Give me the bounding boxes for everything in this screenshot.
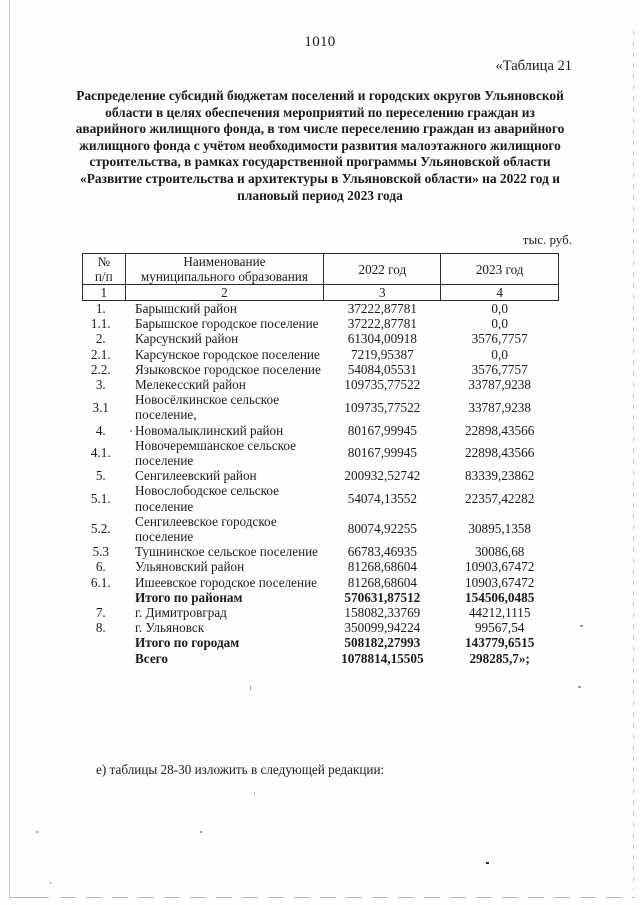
row-value-2023: 10903,67472 xyxy=(465,574,535,590)
row-value-2022: 200932,52742 xyxy=(344,468,421,484)
header-cell-number xyxy=(83,254,126,285)
page-title: Распределение субсидий бюджетам поселений и городских округов Ульяновской области в целях обеспечения мероприятий по переселению граждан из аварийного жилищного фонда, в том числе переселению граждан из аварийного жилищного фонда с учётом необходимости развития малоэтажного жилищного строительства, в рамках государственной программы Ульяновской области «Развитие строительства и архитектуры в Ульяновской области» на 2022 год и плановый период 2023 года xyxy=(75,88,565,203)
row-value-2022: 80167,99945 xyxy=(347,445,417,461)
row-number-cell xyxy=(83,651,126,666)
row-name-cell: Сенгилеевский район xyxy=(135,468,257,484)
row-value-2022: 109735,77522 xyxy=(344,399,421,415)
table-row xyxy=(83,544,559,559)
table-row xyxy=(83,362,559,377)
row-number-cell: 2.1. xyxy=(90,346,111,362)
row-name-line: поселение xyxy=(135,453,194,469)
row-name-cell xyxy=(125,392,324,422)
row-value-2022: 81268,68604 xyxy=(347,574,417,590)
footer-note: е) таблицы 28-30 изложить в следующей редакции: xyxy=(96,762,385,777)
row-name-line: Новосёлкинское сельское xyxy=(135,392,280,408)
header-number-line1: № xyxy=(97,254,111,269)
row-name-cell: Тушнинское сельское поселение xyxy=(135,544,319,560)
row-name-cell: г. Димитровград xyxy=(135,605,227,621)
row-name-line: Сенгилеевское городское xyxy=(135,513,277,529)
header-name-line1: Наименование xyxy=(183,254,266,269)
row-name-cell: Барышское городское поселение xyxy=(135,316,319,332)
row-number-cell: 5.2. xyxy=(90,521,111,537)
row-value-2022: 66783,46935 xyxy=(347,544,417,560)
row-number-cell: 2. xyxy=(95,331,106,347)
row-number-cell: 8. xyxy=(95,620,106,636)
row-number-cell: 6. xyxy=(95,559,106,575)
scan-speck xyxy=(580,625,583,627)
scan-speck xyxy=(578,686,581,688)
row-value-2022: 80074,92255 xyxy=(347,521,417,537)
table-row xyxy=(83,514,559,544)
row-value-2023: 33787,9238 xyxy=(468,399,531,415)
table-row xyxy=(83,438,559,468)
scan-speck xyxy=(200,831,202,833)
row-value-2023: 33787,9238 xyxy=(468,377,531,393)
row-number-cell: 1.1. xyxy=(90,316,111,332)
table-row xyxy=(83,590,559,605)
row-value-2023: 30086,68 xyxy=(474,544,525,560)
row-number-cell xyxy=(83,590,126,605)
table-row xyxy=(83,651,559,666)
table-row xyxy=(83,423,559,438)
units-label: тыс. руб. xyxy=(522,232,572,247)
row-name-line: Новослободское сельское xyxy=(135,483,280,499)
table-row xyxy=(83,347,559,362)
table-row xyxy=(83,392,559,422)
row-name-cell xyxy=(125,514,324,544)
row-value-2023: 99567,54 xyxy=(474,620,525,636)
row-name-cell xyxy=(125,483,324,513)
row-value-2023: 298285,7»; xyxy=(469,650,530,666)
row-number-cell xyxy=(83,635,126,650)
row-name-cell: Карсунский район xyxy=(135,331,239,347)
row-number-cell: 5.1. xyxy=(90,491,111,507)
row-value-2023: 22898,43566 xyxy=(465,445,535,461)
row-value-2023: 83339,23862 xyxy=(465,468,535,484)
row-value-2022: 350099,94224 xyxy=(344,620,421,636)
scan-speck xyxy=(36,831,38,833)
table-row xyxy=(83,468,559,483)
row-value-2022: 37222,87781 xyxy=(347,316,417,332)
row-value-2022: 80167,99945 xyxy=(347,422,417,438)
row-value-2023: 0,0 xyxy=(491,316,508,332)
row-number-cell: 5. xyxy=(95,468,106,484)
row-value-2022: 54084,05531 xyxy=(347,361,417,377)
row-value-2023: 10903,67472 xyxy=(465,559,535,575)
row-value-2022: 1078814,15505 xyxy=(341,650,424,666)
row-name-cell: Итого по районам xyxy=(135,589,243,605)
table-row xyxy=(83,483,559,513)
table-row xyxy=(83,316,559,331)
table-row xyxy=(83,301,559,317)
scan-edge-right-artifact xyxy=(633,30,634,890)
row-name-line: поселение xyxy=(135,529,194,545)
row-value-2022: 37222,87781 xyxy=(347,301,417,316)
header-cell-year-2022: 2022 год xyxy=(324,254,441,285)
header-cell-name xyxy=(125,254,324,285)
column-number-1: 1 xyxy=(83,285,126,301)
row-name-cell: Новомалыклинский район xyxy=(135,422,284,438)
row-value-2023: 30895,1358 xyxy=(468,521,531,537)
row-number-cell: 7. xyxy=(95,605,106,621)
row-value-2022: 508182,27993 xyxy=(344,635,421,651)
row-value-2023: 44212,1115 xyxy=(468,605,531,621)
scan-speck xyxy=(250,686,251,690)
row-number-cell: 5.3 xyxy=(92,544,109,560)
row-number-cell: 3.1 xyxy=(92,399,109,415)
row-name-cell: Ульяновский район xyxy=(135,559,245,575)
table-row xyxy=(83,331,559,346)
scan-edge-bottom-artifact xyxy=(9,897,49,898)
scan-edge-bottom-dash-artifact xyxy=(60,897,635,898)
row-name-line: Новочеремшанское сельское xyxy=(135,437,297,453)
row-name-cell: Ишеевское городское поселение xyxy=(135,574,317,590)
row-value-2023: 0,0 xyxy=(491,301,508,316)
table-body xyxy=(83,301,559,666)
table-row xyxy=(83,620,559,635)
row-number-cell: 6.1. xyxy=(90,574,111,590)
table-row xyxy=(83,559,559,574)
scan-speck xyxy=(486,862,489,864)
row-name-cell: Мелекесский район xyxy=(135,377,246,393)
table-row xyxy=(83,605,559,620)
column-number-2: 2 xyxy=(125,285,324,301)
row-name-cell: Карсунское городское поселение xyxy=(135,346,320,362)
row-value-2022: 7219,95387 xyxy=(351,346,414,362)
row-value-2023: 3576,7757 xyxy=(471,331,528,347)
row-name-cell: Итого по городам xyxy=(135,635,240,651)
row-name-cell: Языковское городское поселение xyxy=(135,361,321,377)
row-value-2022: 54074,13552 xyxy=(347,491,417,507)
row-value-2022: 81268,68604 xyxy=(347,559,417,575)
row-value-2023: 22898,43566 xyxy=(465,422,535,438)
row-number-cell: 4.1. xyxy=(90,445,111,461)
header-name-line2: муниципального образования xyxy=(140,269,308,284)
table-row xyxy=(83,377,559,392)
row-value-2023: 3576,7757 xyxy=(471,361,528,377)
table-row xyxy=(83,635,559,650)
row-name-cell: г. Ульяновск xyxy=(135,620,205,636)
row-value-2023: 22357,42282 xyxy=(465,491,535,507)
scan-speck xyxy=(50,882,51,884)
row-number-cell: 1. xyxy=(95,301,106,316)
subsidy-distribution-table xyxy=(82,253,559,666)
column-number-3: 3 xyxy=(324,285,441,301)
row-value-2023: 0,0 xyxy=(491,346,508,362)
row-name-cell: Всего xyxy=(135,650,168,666)
column-number-4: 4 xyxy=(441,285,559,301)
table-label: «Таблица 21 xyxy=(495,58,572,74)
table-header-row xyxy=(83,254,559,285)
row-number-cell: 4. xyxy=(95,422,106,438)
row-value-2023: 143779,6515 xyxy=(465,635,535,651)
row-value-2022: 158082,33769 xyxy=(344,605,421,621)
row-number-cell: 2.2. xyxy=(90,361,111,377)
table-header xyxy=(83,254,559,301)
scan-speck xyxy=(254,793,255,795)
table-row xyxy=(83,575,559,590)
row-name-cell: Барышский район xyxy=(135,301,237,316)
row-name-line: поселение, xyxy=(135,407,197,423)
row-value-2022: 61304,00918 xyxy=(347,331,417,347)
row-name-line: поселение xyxy=(135,498,194,514)
page-number: 1010 xyxy=(304,34,336,50)
row-value-2023: 154506,0485 xyxy=(465,589,535,605)
row-name-cell xyxy=(125,438,324,468)
row-number-cell: 3. xyxy=(95,377,106,393)
row-value-2022: 109735,77522 xyxy=(344,377,421,393)
table-column-number-row xyxy=(83,285,559,301)
header-cell-year-2023: 2023 год xyxy=(441,254,559,285)
row-value-2022: 570631,87512 xyxy=(344,589,421,605)
scan-edge-left-artifact xyxy=(9,0,10,898)
header-number-line2: п/п xyxy=(94,269,113,284)
